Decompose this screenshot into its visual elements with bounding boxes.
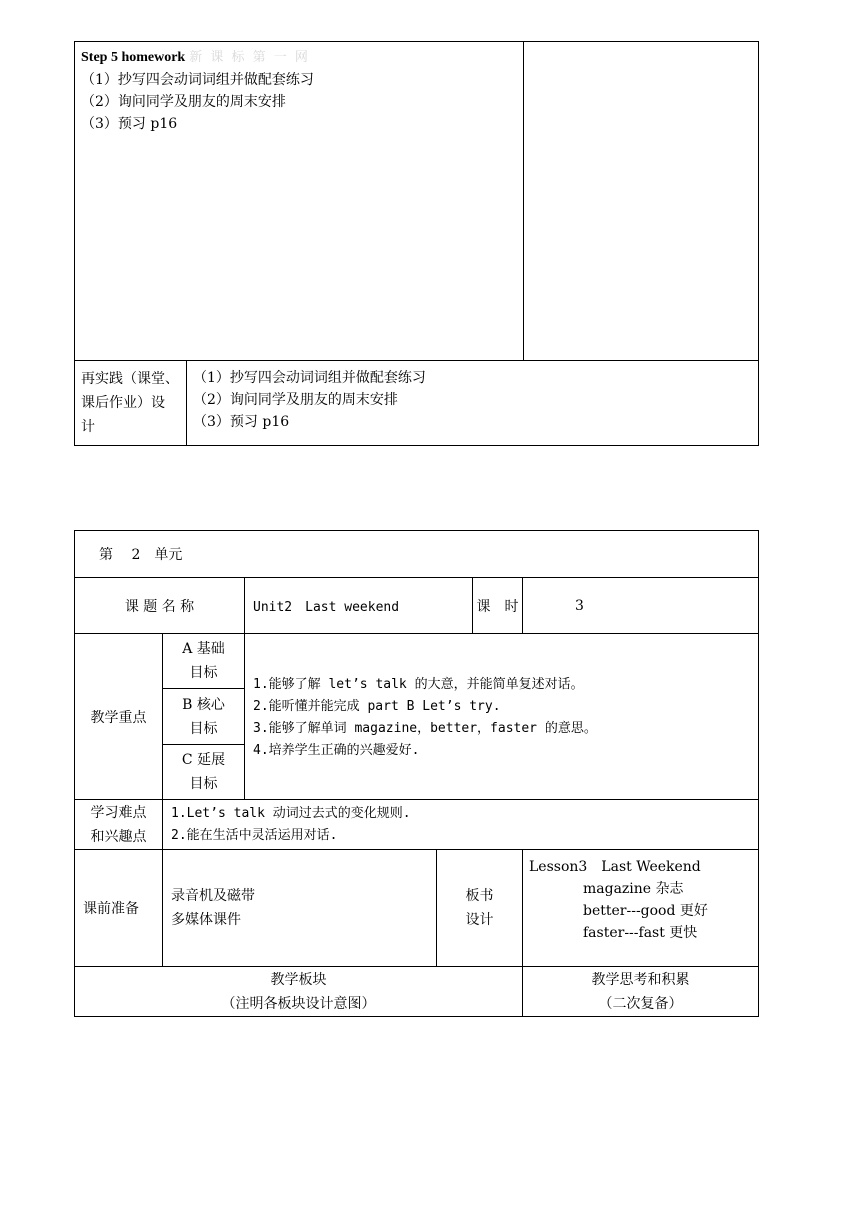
focus-label-cell <box>75 634 163 800</box>
board-line: better---good 更好 <box>583 903 708 919</box>
difficulty-label: 学习难点 <box>90 804 147 821</box>
difficulty-items-cell <box>163 800 759 850</box>
step-title: Step 5 homework <box>81 50 186 65</box>
practice-label: 计 <box>81 419 95 435</box>
period-label-cell <box>473 578 523 634</box>
prep-label-cell <box>75 850 163 967</box>
board-label-cell <box>437 850 523 967</box>
unit-heading-cell <box>75 531 759 578</box>
focus-label: 教学重点 <box>90 709 147 726</box>
practice-item: （3）预习 p16 <box>193 414 290 430</box>
difficulty-item: 1.Let’s talk 动词过去式的变化规则. <box>171 805 411 821</box>
notes-cell <box>524 42 759 361</box>
homework-cell <box>75 42 524 361</box>
prep-item: 多媒体课件 <box>171 912 241 928</box>
unit-heading: 第 2 单元 <box>99 547 183 563</box>
board-design-cell <box>523 850 759 967</box>
goal-text: 3.能够了解单词 magazine，better，faster 的意思。 <box>253 721 597 736</box>
goal-label: 目标 <box>189 776 218 792</box>
step-item: （2）询问同学及朋友的周末安排 <box>81 94 286 110</box>
reflection-title: 教学思考和积累 <box>591 971 690 988</box>
step-item: （3）预习 p16 <box>81 116 178 132</box>
goal-label-cell <box>163 689 245 745</box>
board-line: faster---fast 更快 <box>583 925 698 941</box>
difficulty-label-cell <box>75 800 163 850</box>
practice-label-cell <box>75 361 187 446</box>
goal-label: C 延展 <box>181 752 226 768</box>
board-title: Lesson3 Last Weekend <box>529 859 701 875</box>
goal-label-cell <box>163 745 245 800</box>
goal-label: B 核心 <box>182 696 225 713</box>
topic-value: Unit2 Last weekend <box>253 600 400 615</box>
goal-label: 目标 <box>189 665 218 681</box>
difficulty-item: 2.能在生活中灵活运用对话. <box>171 827 338 843</box>
practice-label: 课后作业）设 <box>81 395 165 411</box>
practice-item: （2）询问同学及朋友的周末安排 <box>193 392 398 408</box>
module-cell <box>75 967 523 1017</box>
period-value: 3 <box>575 597 584 614</box>
step-item: （1）抄写四会动词词组并做配套练习 <box>81 72 314 88</box>
topic-label: 课 题 名 称 <box>124 598 195 615</box>
step-title-line <box>81 46 517 69</box>
board-label: 设计 <box>465 912 494 928</box>
board-line: magazine 杂志 <box>583 881 684 897</box>
reflection-note: （二次复备） <box>598 995 683 1012</box>
prep-item: 录音机及磁带 <box>171 888 255 904</box>
goal-label-cell <box>163 634 245 689</box>
prep-label: 课前准备 <box>83 901 139 917</box>
goal-text: 1.能够了解 let’s talk 的大意，并能简单复述对话。 <box>253 677 584 692</box>
goal-label: 目标 <box>189 720 218 737</box>
practice-item: （1）抄写四会动词词组并做配套练习 <box>193 370 426 386</box>
topic-label-cell <box>75 578 245 634</box>
goal-text: 4.培养学生正确的兴趣爱好. <box>253 743 420 758</box>
goal-text-cell <box>245 634 759 800</box>
lesson-plan-table <box>74 530 759 1017</box>
difficulty-label: 和兴趣点 <box>90 828 147 845</box>
module-title: 教学板块 <box>270 971 327 988</box>
goal-text: 2.能听懂并能完成 part B Let’s try. <box>253 699 501 714</box>
board-label: 板书 <box>465 888 494 904</box>
homework-table <box>74 41 759 446</box>
period-value-cell <box>523 578 759 634</box>
topic-value-cell <box>245 578 473 634</box>
watermark: 新 课 标 第 一 网 <box>189 50 310 65</box>
practice-label: 再实践（课堂、 <box>81 371 179 387</box>
prep-items-cell <box>163 850 437 967</box>
reflection-cell <box>523 967 759 1017</box>
goal-label: A 基础 <box>182 641 225 657</box>
module-note: （注明各板块设计意图） <box>221 995 376 1012</box>
practice-items-cell <box>187 361 759 446</box>
period-label: 课 时 <box>476 598 519 615</box>
